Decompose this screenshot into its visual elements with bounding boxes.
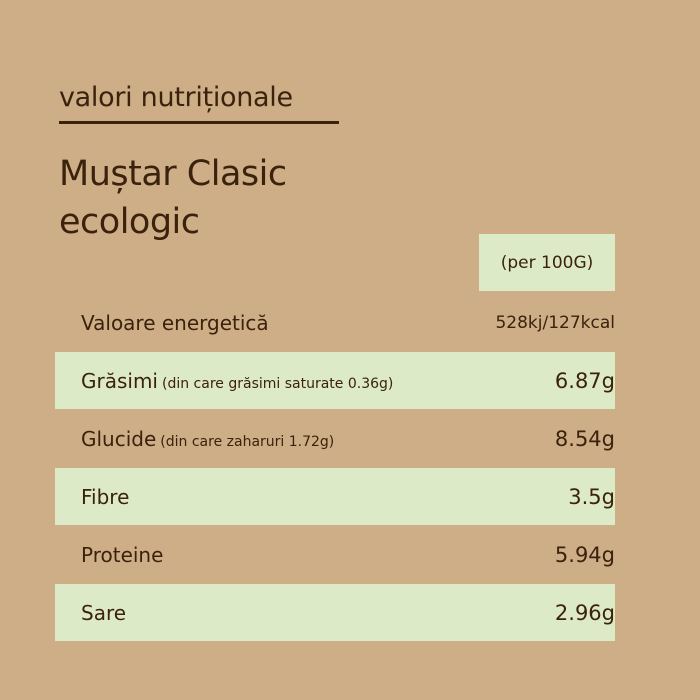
row-note: (din care grăsimi saturate 0.36g) <box>162 375 394 392</box>
product-title-line1: Muștar Clasic <box>59 154 287 194</box>
row-label-text: Grăsimi <box>81 368 158 393</box>
nutrition-row-energy <box>55 294 615 351</box>
row-value: 2.96g <box>554 600 615 625</box>
nutrition-row-salt <box>55 584 615 641</box>
row-label: Valoare energetică <box>81 310 269 335</box>
nutrition-row-carbs <box>55 410 615 467</box>
row-value: 8.54g <box>554 426 615 451</box>
row-note: (din care zaharuri 1.72g) <box>160 433 335 450</box>
row-value: 6.87g <box>554 368 615 393</box>
nutrition-row-fat <box>55 352 615 409</box>
row-value: 3.5g <box>568 484 615 509</box>
row-value: 5.94g <box>554 542 615 567</box>
nutrition-row-protein <box>55 526 615 583</box>
row-label <box>81 369 393 393</box>
row-label-text: Glucide <box>81 426 157 451</box>
section-heading: valori nutriționale <box>59 82 293 113</box>
product-title-line2: ecologic <box>59 202 200 242</box>
nutrition-row-fiber <box>55 468 615 525</box>
product-title <box>59 150 287 246</box>
row-label <box>81 427 334 451</box>
row-value: 528kj/127kcal <box>495 312 615 333</box>
heading-underline <box>59 121 339 124</box>
row-label: Sare <box>81 600 127 625</box>
row-label: Proteine <box>81 542 164 567</box>
row-label: Fibre <box>81 484 130 509</box>
per-100g-label: (per 100G) <box>479 234 615 291</box>
